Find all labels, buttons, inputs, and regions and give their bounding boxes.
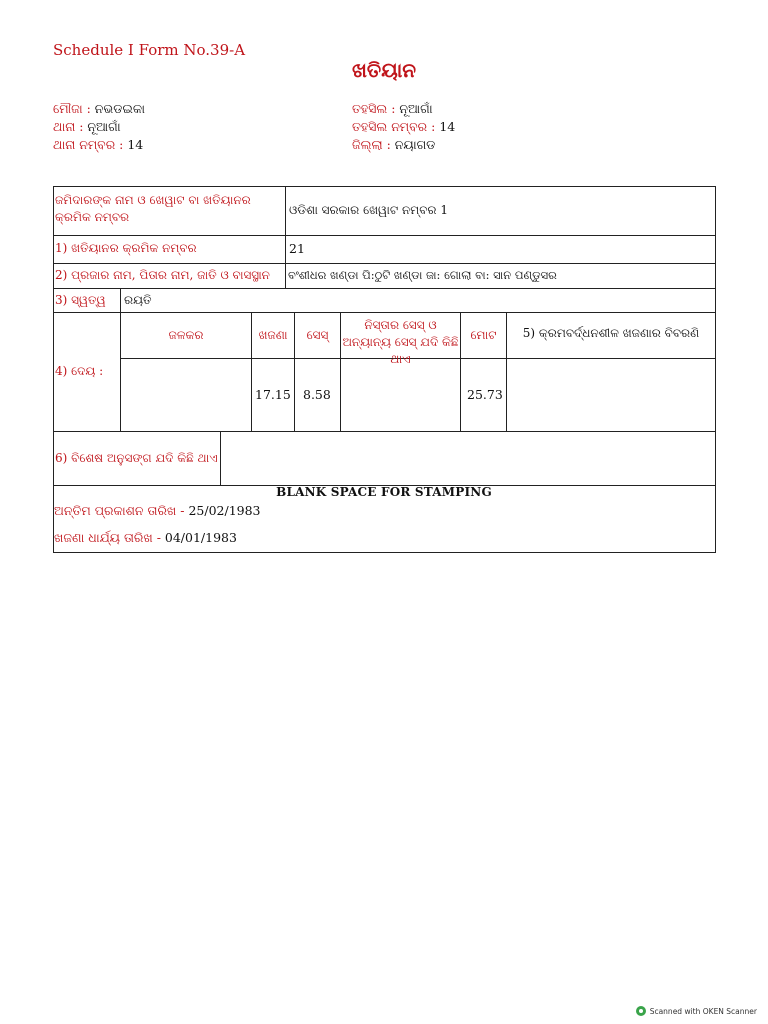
rule-h1 [53,235,716,236]
zamindar-value: ଓଡିଶା ସରକାର ଖେୱାଟ ନମ୍ବର 1 [289,203,448,217]
ses-header: ସେସ୍ [306,328,329,342]
progressive-header: 5) କ୍ରମବର୍ଦ୍ଧନଶୀଳ ଖଜଣାର ବିବରଣି [522,326,700,340]
rent-fixation-label: ଖଜଣା ଧାର୍ଯ୍ୟ ତାରିଖ - [54,530,161,545]
district-label: ଜିଲ୍ଲା : [352,137,391,152]
final-publication-label: ଅନ୍ତିମ ପ୍ରକାଶନ ତାରିଖ - [54,503,185,518]
total-value: 25.73 [467,387,503,402]
rights-value: ରୟତି [124,293,152,307]
khajana-header: ଖଜଣା [258,328,288,342]
mouza-label: ମୌଜା : [53,101,91,116]
total-header: ମୋଟ [470,328,497,342]
rule-v-label [120,288,121,431]
thana-value: ନୂଆଗାଁ [87,119,121,134]
final-publication-date: 25/02/1983 [188,503,261,518]
tenant-label: 2) ପ୍ରଜାର ନାମ, ପିତାର ନାମ, ଜାତି ଓ ବାସସ୍ଥାନ [55,268,270,282]
tahasil-number-value: 14 [439,119,456,134]
thana-number-label: ଥାନା ନମ୍ବର : [53,137,124,152]
page-title: ଖତିୟାନ [351,58,417,82]
thana-number-value: 14 [127,137,144,152]
rent-fixation-line [54,530,237,546]
scanner-watermark [636,1006,757,1016]
tahasil-number-label: ତହସିଲ ନମ୍ବର : [352,119,436,134]
oken-scanner-logo-icon [636,1006,646,1016]
ses-value: 8.58 [303,387,331,402]
mouza-value: ନଭଡଇକା [94,101,145,116]
rule-h2 [53,263,716,264]
district-value: ନୟାଗଡ [394,137,436,152]
tenant-value: ବଂଶୀଧର ଖଣ୍ଡା ପି:ଠୁଟି ଖଣ୍ଡା ଜା: ଗୋଲା ବା: ସାନ ପଣ୍ଡୁସର [288,268,557,282]
final-publication-line [54,503,261,519]
khajana-value: 17.15 [255,387,291,402]
rent-fixation-date: 04/01/1983 [164,530,237,545]
stamp-space-label: BLANK SPACE FOR STAMPING [276,485,492,499]
jalakar-header: ଜଳକର [168,328,204,342]
thana-label: ଥାନା : [53,119,84,134]
rule-v-special [220,431,221,485]
khatiyan-serial-value: 21 [289,241,305,256]
tahasil-value: ନୂଆଗାଁ [399,101,433,116]
tahasil-label: ତହସିଲ : [352,101,396,116]
zamindar-label: ଜମିଦାରଙ୍କ ନାମ ଓ ଖେୱାଟ ବା ଖତିୟାନର କ୍ରମିକ ନମ୍ବର [55,193,251,224]
dues-label: 4) ଦେୟ : [55,364,104,378]
rule-v-main [285,186,286,288]
khatiyan-serial-label: 1) ଖତିୟାନର କ୍ରମିକ ନମ୍ବର [55,241,197,255]
form-number: Schedule I Form No.39-A [53,41,246,59]
scanner-note: Scanned with OKEN Scanner [649,1006,757,1016]
special-label: 6) ବିଶେଷ ଅନୁସଙ୍ଗ ଯଦି କିଛି ଥାଏ [55,451,218,465]
rule-h5 [53,431,716,432]
meta-left [53,100,145,154]
rule-h3 [53,288,716,289]
meta-right [352,100,455,154]
rights-label: 3) ସ୍ୱତ୍ୱ [55,293,106,307]
other-ses-header: ନିସ୍ତାର ସେସ୍ ଓ ଅନ୍ୟାନ୍ୟ ସେସ୍ ଯଦି କିଛି ଥାଏ [342,318,459,366]
rule-h4 [53,312,716,313]
